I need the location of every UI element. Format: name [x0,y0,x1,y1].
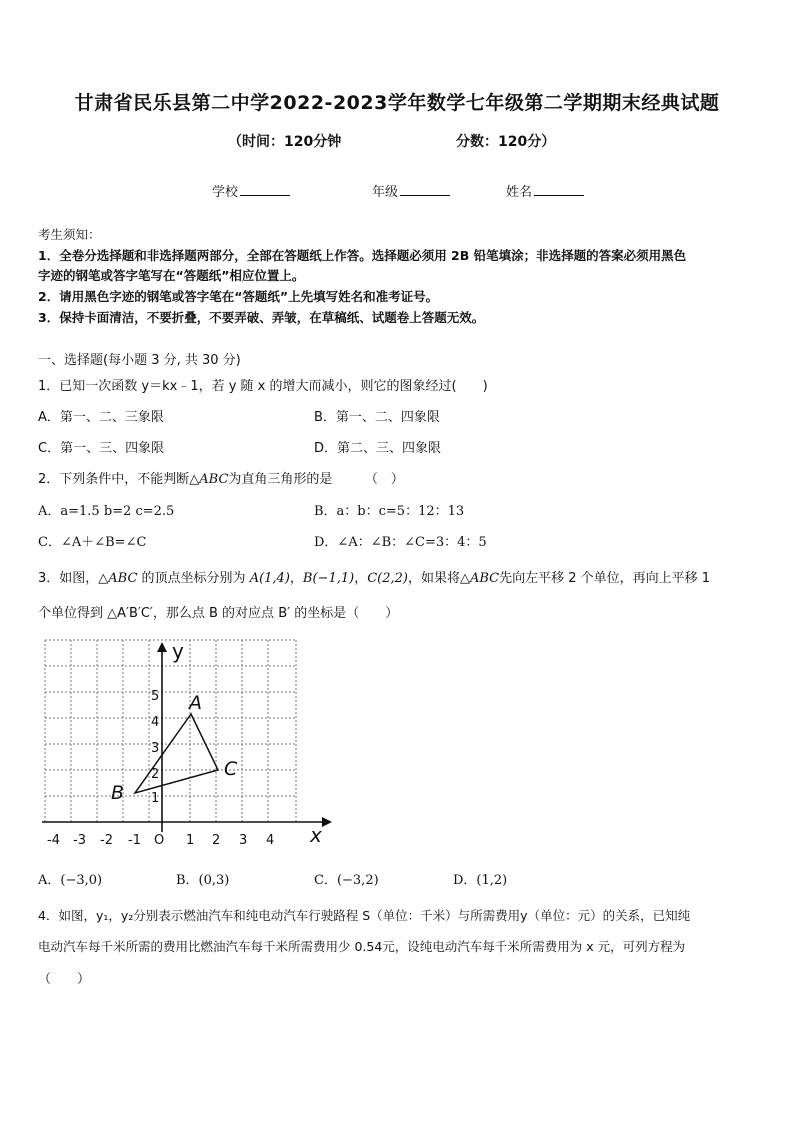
q1-stem: 1．已知一次函数 y＝kx﹣1，若 y 随 x 的增大而减小，则它的图象经过( ) [38,379,488,394]
vertex-label-c: C [224,758,238,780]
notice-line-1: 1．全卷分选择题和非选择题两部分，全部在答题纸上作答。选择题必须用 2B 铅笔填涂；非选择题的答案必须用黑色 [38,248,687,263]
notice-line-3: 3．保持卡面清洁，不要折叠，不要弄破、弄皱，在草稿纸、试题卷上答题无效。 [38,310,485,325]
vertex-label-b: B [111,782,125,804]
q4-stem-line-2: 电动汽车每千米所需的费用比燃油汽车每千米所需费用少 0.54元，设纯电动汽车每千米所需费用为 x 元，可列方程为 [38,939,686,954]
q3-point-b: B(−1,1) [302,571,355,586]
notice-line-2: 2．请用黑色字迹的钢笔或答字笔在“答题纸”上先填写姓名和准考证号。 [38,289,439,304]
q3-stem-line-2: 个单位得到 △A′B′C′，那么点 B 的对应点 B′ 的坐标是（ ） [38,606,399,621]
q3-pre: 3．如图， [38,571,99,586]
q3-option-d[interactable] [453,869,507,888]
q3-option-b[interactable] [176,869,229,888]
grade-blank[interactable] [400,183,450,196]
vertex-label-a: A [189,692,202,714]
origin-label: O [154,833,165,848]
x-tick-label: -1 [128,833,141,848]
q3-mid: 的顶点坐标分别为 [137,571,250,586]
grid [45,640,296,822]
q1-option-d[interactable]: D．第二、三、四象限 [314,441,442,456]
name-label: 姓名 [506,185,533,200]
grade-field[interactable] [372,181,450,200]
section-heading: 一、选择题(每小题 3 分, 共 30 分) [38,353,241,368]
q2-option-d[interactable]: D．∠A：∠B：∠C=3：4：5 [314,535,487,550]
q3-option-c[interactable] [314,869,379,888]
q2-stem-post: 为直角三角形的是 （ ） [228,472,404,487]
q2-stem [38,468,404,487]
x-tick-label: -2 [100,833,113,848]
notice-line-1b: 字迹的钢笔或答字笔写在“答题纸”相应位置上。 [38,268,305,283]
q3-option-d-text: D．(1,2) [453,873,508,888]
school-label: 学校 [212,185,239,200]
q2-option-c[interactable]: C．∠A＋∠B=∠C [38,535,147,550]
y-tick-label: 3 [151,741,160,756]
q1-option-c[interactable]: C．第一、三、四象限 [38,441,165,456]
q3-option-a[interactable] [38,869,102,888]
q3-stem-line-1: 3．如图，△ABC 的顶点坐标分别为 A(1,4)，B(−1,1)，C(2,2)，如果将△ABC先向左平移 2 个单位，再向上平移 1 [38,571,711,586]
exam-score: 分数：120分） [456,134,556,150]
q4-stem-line-3: （ ） [38,972,91,987]
x-tick-label: -3 [73,833,86,848]
q3-end: 先向左平移 2 个单位，再向上平移 1 [499,571,711,586]
y-tick-label: 4 [151,715,160,730]
notice-heading: 考生须知： [38,227,101,242]
q1-option-a[interactable]: A．第一、二、三象限 [38,410,164,425]
y-tick-label: 2 [151,767,160,782]
x-tick-label: -4 [47,833,60,848]
y-axis-label: y [172,639,184,663]
q2-option-b[interactable]: B．a：b：c=5：12：13 [314,504,465,519]
exam-time: （时间：120分钟 [228,134,342,150]
triangle-abc [135,714,218,793]
q2-triangle: △ABC [189,472,229,487]
x-tick-label: 2 [212,833,221,848]
q3-option-c-text: C．(−3,2) [314,873,379,888]
y-tick-label: 5 [151,689,160,704]
q4-stem-line-1: 4．如图，y₁，y₂分别表示燃油汽车和纯电动汽车行驶路程 S（单位：千米）与所需费用y（单位：元）的关系，已知纯 [38,908,691,923]
q3-triangle: △ABC [98,571,138,586]
x-tick-label: 4 [266,833,275,848]
page-title: 甘肃省民乐县第二中学2022-2023学年数学七年级第二学期期末经典试题 [74,92,720,114]
q2-stem-pre: 2．下列条件中，不能判断 [38,472,190,487]
q3-option-b-text: B．(0,3) [176,873,230,888]
y-tick-label: 1 [151,791,160,806]
q3-option-a-text: A．(−3,0) [38,873,103,888]
y-axis-arrow [157,642,167,652]
q1-option-b[interactable]: B．第一、二、四象限 [314,410,440,425]
name-field[interactable] [506,181,584,200]
q3-point-a: A(1,4) [249,571,290,586]
x-tick-label: 3 [239,833,248,848]
school-blank[interactable] [240,183,290,196]
name-blank[interactable] [534,183,584,196]
q2-option-a[interactable]: A．a=1.5 b=2 c=2.5 [38,504,175,519]
school-field[interactable] [212,181,290,200]
coordinate-figure [34,636,344,852]
grade-label: 年级 [372,185,399,200]
q3-post: ，如果将 [407,571,460,586]
x-axis-arrow [322,817,332,827]
x-axis-label: x [310,823,322,847]
q3-triangle-2: △ABC [459,571,500,586]
q3-point-c: C(2,2) [367,571,408,586]
x-tick-label: 1 [186,833,195,848]
